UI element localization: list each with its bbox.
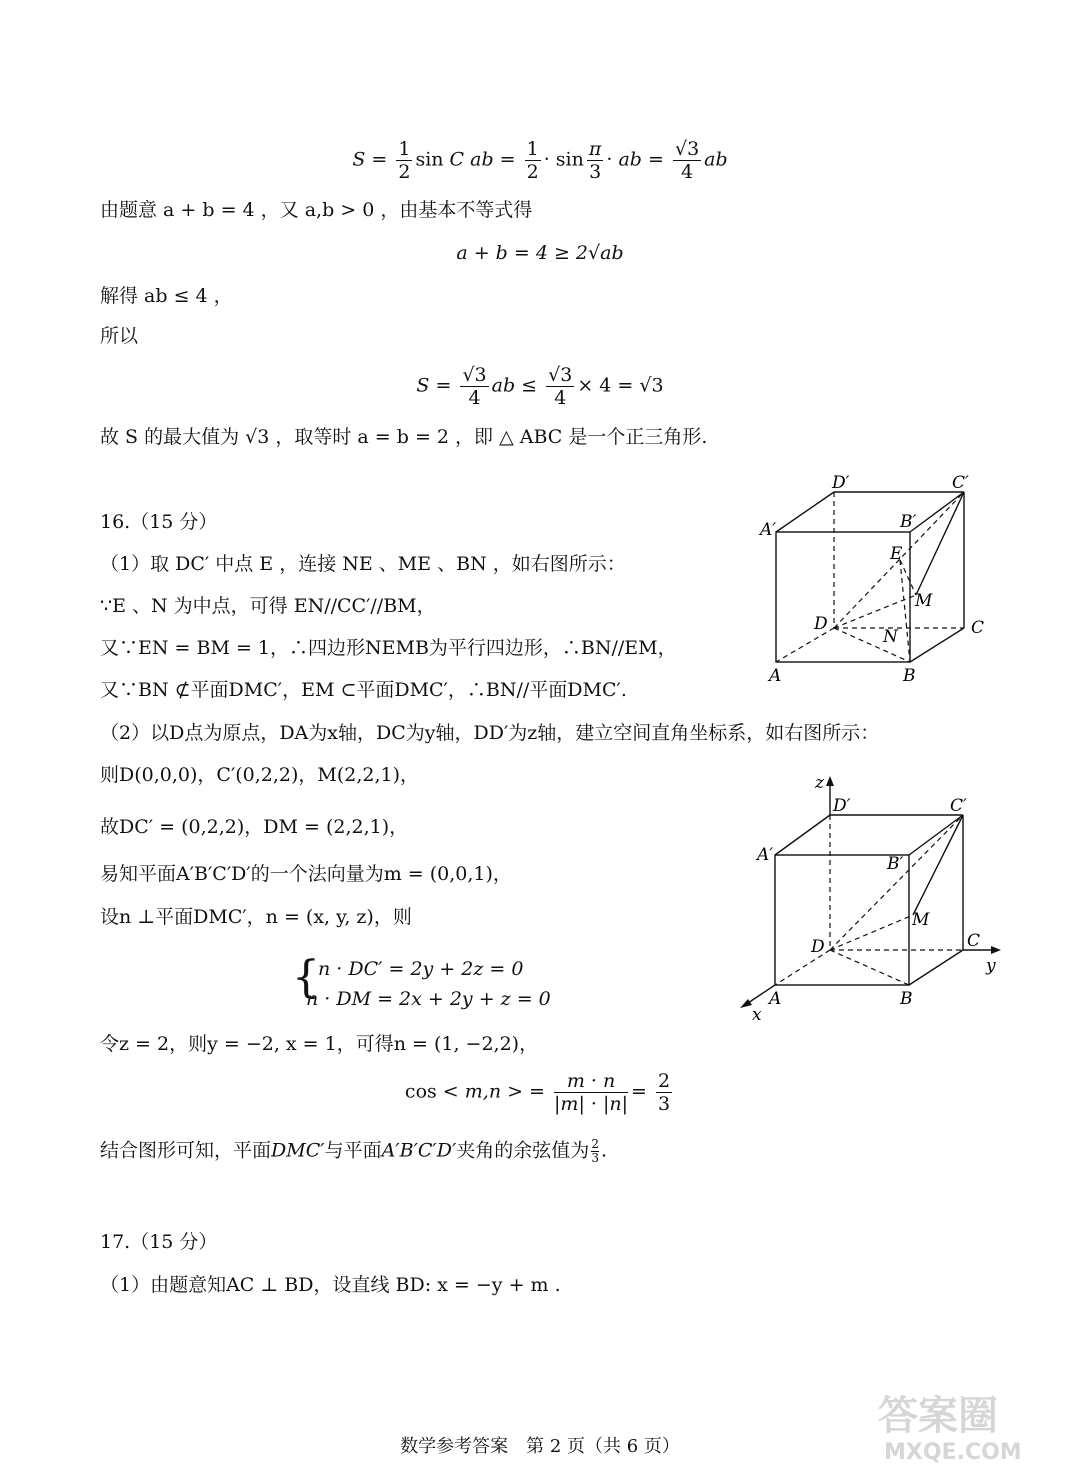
eq-s-max: S = $\frac{√3}{4}$ ab ≤ $\frac{√3}{4}$ × 4 = √3 <box>416 364 664 409</box>
q16-heading: 16.（15 分） <box>100 511 218 533</box>
q16-p1-l2: 又∵EN = BM = 1，∴四边形NEMB为平行四边形，∴BN//EM， <box>100 637 677 659</box>
q17-p1: （1）由题意知AC ⊥ BD，设直线 BD: x = −y + m . <box>100 1274 561 1296</box>
label-B-prime: B′ <box>900 512 917 532</box>
label-B-prime: B′ <box>887 854 904 874</box>
svg-text:答案圈: 答案圈 <box>878 1393 998 1439</box>
page-footer: 数学参考答案 第 2 页（共 6 页） <box>400 1436 680 1457</box>
q16-p2-l3: 易知平面A′B′C′D′的一个法向量为m = (0,0,1)， <box>100 863 512 885</box>
eq-area: S = $\frac{1}{2}$ sin C ab = $\frac{1}{2}$ · sin $\frac{\pi}{3}$ · ab = $\frac{√3}{4}$ ab <box>352 138 728 183</box>
system-brace: { <box>292 952 320 1003</box>
cube-figure-1 <box>740 470 1000 690</box>
line-solve: 解得 ab ≤ 4 ， <box>100 285 233 307</box>
label-x: x <box>752 1005 762 1025</box>
line-conclusion-15: 故 S 的最大值为 √3 ，取等时 a = b = 2 ，即 △ ABC 是一个正三角形. <box>100 426 708 448</box>
q17-heading: 17.（15 分） <box>100 1231 218 1253</box>
q16-p1-intro: （1）取 DC′ 中点 E ，连接 NE 、ME 、BN ，如右图所示： <box>100 553 626 575</box>
label-D-prime: D′ <box>832 473 850 493</box>
label-D: D <box>811 937 825 957</box>
label-z: z <box>815 773 824 793</box>
label-C-prime: C′ <box>950 796 967 816</box>
label-C-prime: C′ <box>952 473 969 493</box>
label-A-prime: A′ <box>757 845 774 865</box>
label-D: D <box>814 614 828 634</box>
label-D-prime: D′ <box>833 796 851 816</box>
eq-inequality: a + b = 4 ≥ 2√ab <box>456 242 624 264</box>
line-so: 所以 <box>100 325 139 347</box>
label-A: A <box>769 666 782 686</box>
label-A: A <box>769 989 782 1009</box>
q16-p2-l2: 故DC′ = (0,2,2)，DM = (2,2,1)， <box>100 816 409 838</box>
q16-p1-l1: ∵E 、N 为中点，可得 EN//CC′//BM， <box>100 595 436 617</box>
label-y: y <box>986 956 996 976</box>
q16-p1-l3: 又∵BN ⊄平面DMC′，EM ⊂平面DMC′，∴BN//平面DMC′. <box>100 679 627 701</box>
label-B: B <box>903 666 916 686</box>
system-eq-2: n · DM = 2x + 2y + z = 0 <box>306 988 551 1010</box>
label-C: C <box>971 618 985 638</box>
label-B: B <box>900 989 913 1009</box>
q16-p2-l4: 设n ⊥平面DMC′，n = (x, y, z)，则 <box>100 906 412 928</box>
q16-p2-l1: 则D(0,0,0)，C′(0,2,2)，M(2,2,1)， <box>100 764 420 786</box>
line-given: 由题意 a + b = 4 ，又 a,b > 0 ，由基本不等式得 <box>100 199 533 221</box>
label-M: M <box>912 910 930 930</box>
q16-p2-l5: 令z = 2，则y = −2, x = 1，可得n = (1, −2,2)， <box>100 1033 539 1055</box>
eq-cos: cos < m,n > = $\frac{m \cdot n}{|m| \cdot |n|}$ = $\frac{2}{3}$ <box>404 1070 671 1115</box>
svg-text:MXQE.COM: MXQE.COM <box>884 1440 1022 1465</box>
cube2-front-face <box>775 855 909 985</box>
label-M: M <box>915 591 933 611</box>
q16-p2-conclusion: 结合图形可知，平面DMC′与平面A′B′C′D′夹角的余弦值为 $\frac{2}{3}$ . <box>100 1137 607 1165</box>
watermark-logo <box>870 1385 1060 1465</box>
q16-p2-intro: （2）以D点为原点，DA为x轴，DC为y轴，DD′为z轴，建立空间直角坐标系，如右图所示： <box>100 722 880 744</box>
label-A-prime: A′ <box>760 520 777 540</box>
label-C: C <box>967 931 981 951</box>
label-E: E <box>890 544 903 564</box>
label-N: N <box>883 627 898 647</box>
cube-figure-2 <box>735 770 1015 1025</box>
system-eq-1: n · DC′ = 2y + 2z = 0 <box>318 958 524 980</box>
